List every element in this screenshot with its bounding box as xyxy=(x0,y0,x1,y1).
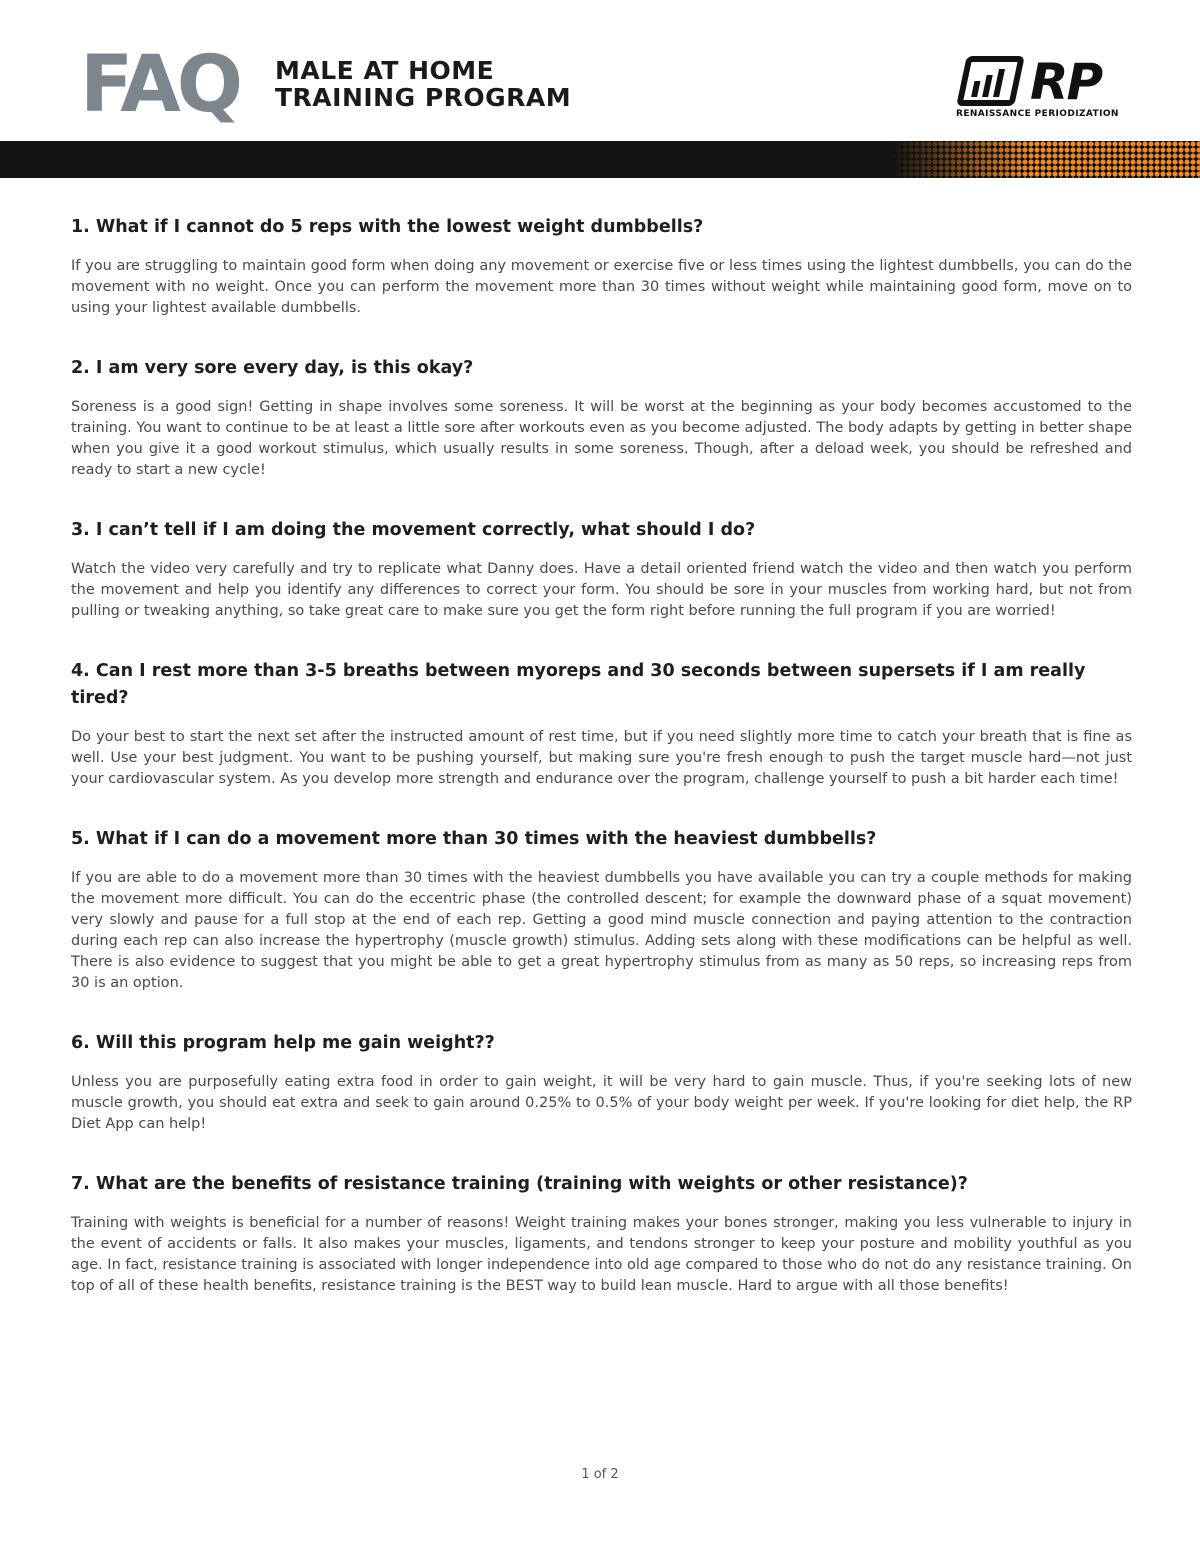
faq-answer: Watch the video very carefully and try to replicate what Danny does. Have a detail oriented friend watch the video and then watch you perform the movement and help you identify any differences to correct your form. You should be sore in your muscles from working hard, but not from pulling or tweaking anything, so take great care to make sure you get the form right before running the full program if you are worried! xyxy=(71,561,1132,619)
faq-item xyxy=(71,517,1132,622)
rp-logo-subtitle: RENAISSANCE PERIODIZATION xyxy=(956,109,1119,119)
faq-item xyxy=(71,214,1132,319)
faq-answer: Soreness is a good sign! Getting in shape involves some soreness. It will be worst at the beginning as your body becomes accustomed to the training. You want to continue to be at least a little sore after workouts even as you become adjusted. The body adapts by getting in better shape when you give it a good workout stimulus, which usually results in some soreness. Though, after a deload week, you should be refreshed and ready to start a new cycle! xyxy=(71,399,1132,478)
faq-question: 2. I am very sore every day, is this okay? xyxy=(71,358,474,378)
rp-logo xyxy=(950,55,1135,121)
faq-item xyxy=(71,1030,1132,1135)
program-title xyxy=(275,57,571,111)
halftone-pattern xyxy=(890,141,1200,178)
faq-question: 4. Can I rest more than 3-5 breaths between myoreps and 30 seconds between supersets if I am really tired? xyxy=(71,661,1086,708)
faq-list xyxy=(71,214,1132,1297)
faq-heading: FAQ xyxy=(80,40,240,130)
faq-answer: Unless you are purposefully eating extra food in order to gain weight, it will be very hard to gain muscle. Thus, if you're seeking lots of new muscle growth, you should eat extra and seek to gain around 0.25% to 0.5% of your body weight per week. If you're looking for diet help, the RP Diet App can help! xyxy=(71,1074,1132,1132)
faq-item xyxy=(71,355,1132,481)
faq-question: 3. I can’t tell if I am doing the movement correctly, what should I do? xyxy=(71,520,756,540)
rp-logo-mark-icon xyxy=(950,55,1135,109)
faq-item xyxy=(71,826,1132,994)
faq-question: 7. What are the benefits of resistance training (training with weights or other resistance)? xyxy=(71,1174,968,1194)
rp-logo-letters: RP xyxy=(1030,55,1102,109)
program-title-line-2: TRAINING PROGRAM xyxy=(275,83,572,112)
program-title-line-1: MALE AT HOME xyxy=(275,56,495,85)
faq-item xyxy=(71,1171,1132,1297)
page-number: 1 of 2 xyxy=(581,1467,619,1482)
faq-question: 5. What if I can do a movement more than 30 times with the heaviest dumbbells? xyxy=(71,829,877,849)
faq-item xyxy=(71,658,1132,790)
faq-answer: Training with weights is beneficial for a number of reasons! Weight training makes your bones stronger, making you less vulnerable to injury in the event of accidents or falls. It also makes your muscles, ligaments, and tendons stronger to keep your posture and mobility youthful as you age. In fact, resistance training is associated with longer independence into old age compared to those who do not do any resistance training. On top of all of these health benefits, resistance training is the BEST way to build lean muscle. Hard to argue with all those benefits! xyxy=(71,1215,1132,1294)
faq-question: 1. What if I cannot do 5 reps with the lowest weight dumbbells? xyxy=(71,217,704,237)
faq-question: 6. Will this program help me gain weight?? xyxy=(71,1033,495,1053)
faq-answer: If you are able to do a movement more than 30 times with the heaviest dumbbells you have available you can try a couple methods for making the movement more difficult. You can do the eccentric phase (the controlled descent; for example the downward phase of a squat movement) very slowly and pause for a full stop at the end of each rep. Getting a good mind muscle connection and paying attention to the contraction during each rep can also increase the hypertrophy (muscle growth) stimulus. Adding sets along with these modifications can be helpful as well. There is also evidence to suggest that you might be able to get a great hypertrophy stimulus from as many as 50 reps, so increasing reps from 30 is an option. xyxy=(71,870,1132,991)
page-header xyxy=(0,0,1200,140)
faq-answer: Do your best to start the next set after the instructed amount of rest time, but if you need slightly more time to catch your breath that is fine as well. Use your best judgment. You want to be pushing yourself, but making sure you're fresh enough to push the target muscle hard—not just your cardiovascular system. As you develop more strength and endurance over the program, challenge yourself to push a bit harder each time! xyxy=(71,729,1132,787)
faq-answer: If you are struggling to maintain good form when doing any movement or exercise five or less times using the lightest dumbbells, you can do the movement with no weight. Once you can perform the movement more than 30 times without weight while maintaining good form, move on to using your lightest available dumbbells. xyxy=(71,258,1132,316)
header-divider-bar xyxy=(0,141,1200,178)
